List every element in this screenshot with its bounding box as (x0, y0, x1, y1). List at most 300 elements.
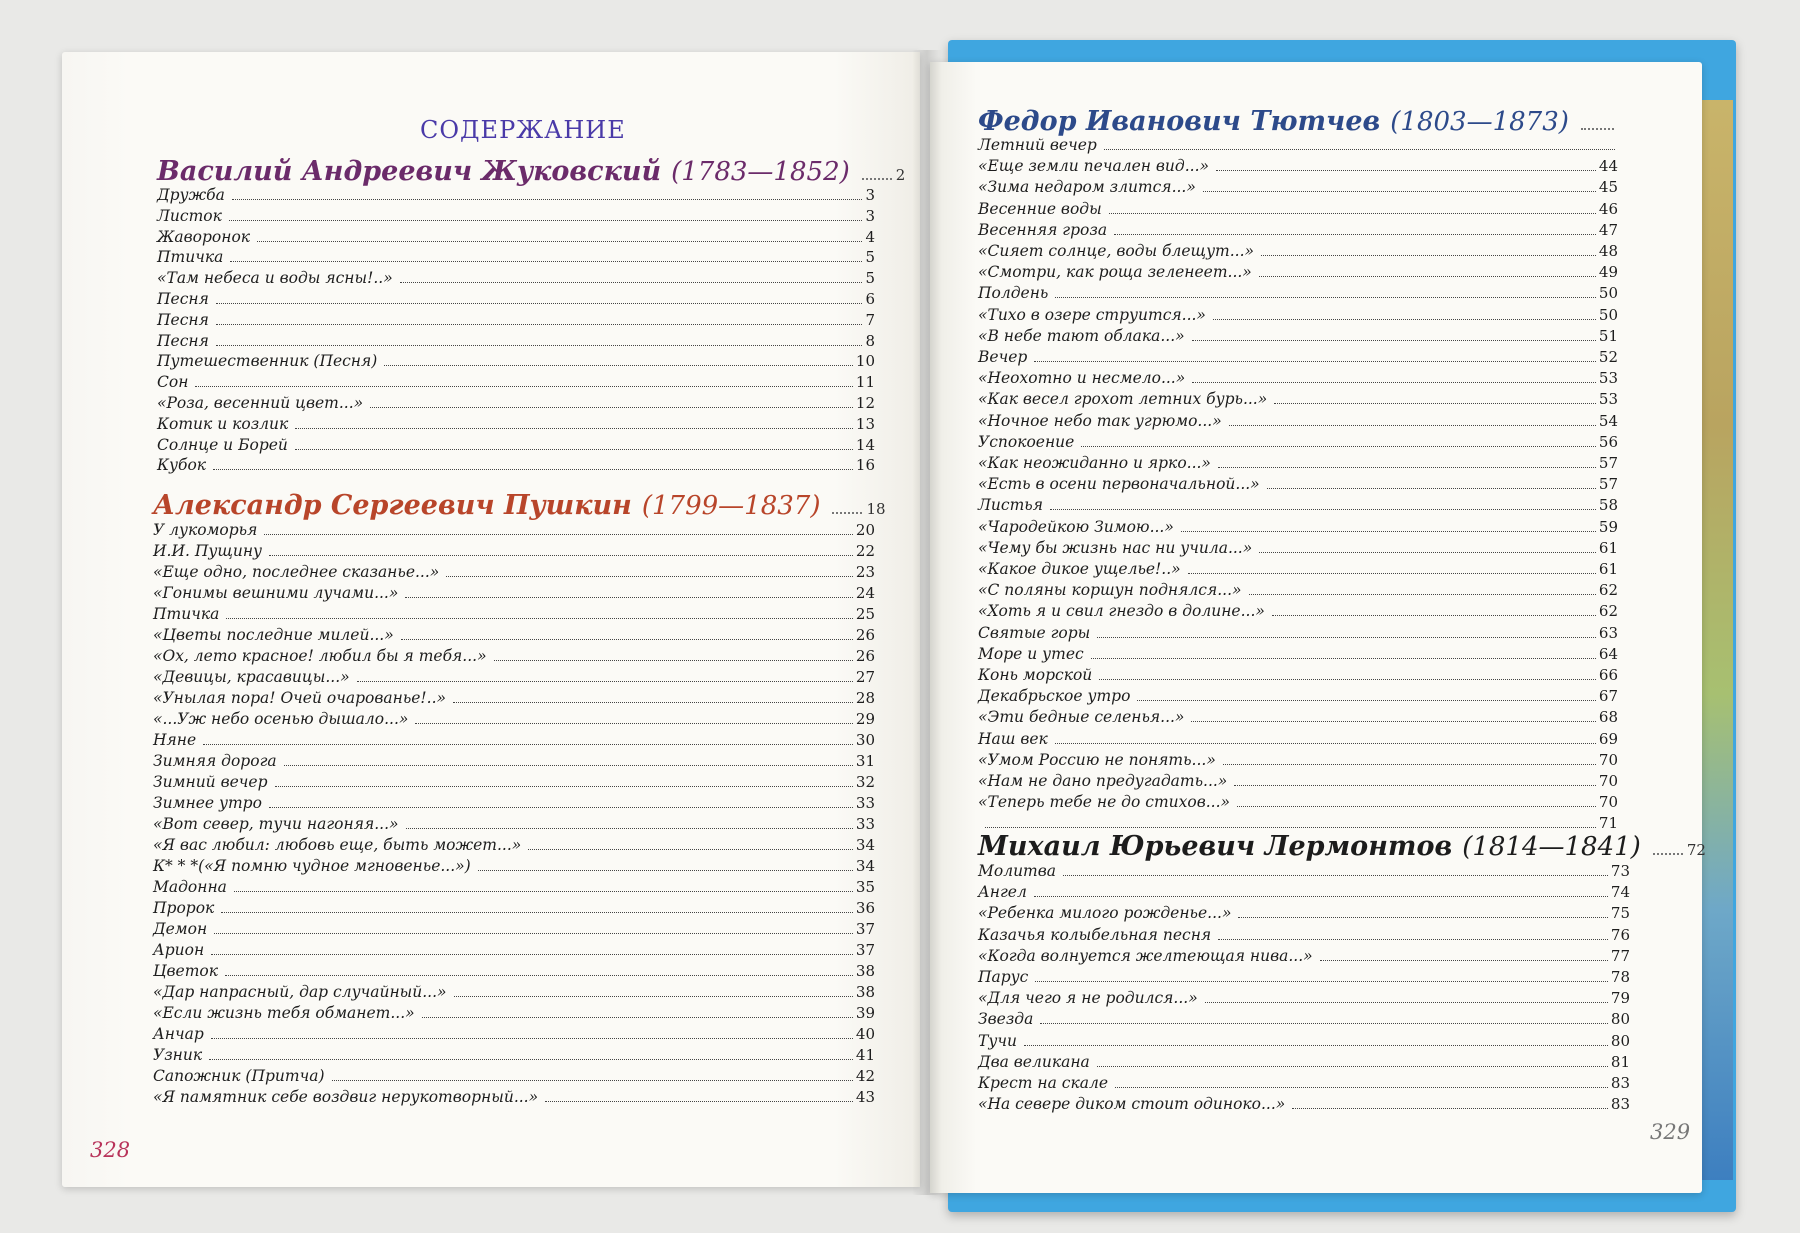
toc-entry[interactable] (978, 1032, 1630, 1053)
dot-leader (1115, 1087, 1608, 1088)
dot-leader (1203, 191, 1596, 192)
toc-entry[interactable] (153, 626, 875, 647)
entry-title: К* * *(«Я помню чудное мгновенье...») (153, 857, 471, 875)
dot-leader (1188, 573, 1596, 574)
entry-title: Парус (978, 968, 1029, 986)
toc-entry[interactable] (153, 1004, 875, 1025)
entry-title: «Дар напрасный, дар случайный...» (153, 983, 447, 1001)
entry-title: «Зима недаром злится...» (978, 178, 1196, 197)
toc-entry[interactable] (978, 306, 1618, 327)
toc-entry[interactable] (157, 228, 875, 249)
entry-title: «Нам не дано предугадать...» (978, 772, 1228, 790)
entry-title: «Хоть я и свил гнездо в долине...» (978, 602, 1265, 621)
entry-page-number: 34 (855, 857, 875, 875)
dot-leader (832, 512, 862, 514)
entry-title: Зимний вечер (153, 773, 268, 791)
entry-page-number: 51 (1598, 326, 1618, 345)
entry-page-number: 26 (855, 647, 875, 665)
entry-title: «Сияет солнце, воды блещут...» (978, 242, 1255, 260)
dot-leader (1050, 509, 1596, 510)
entry-page-number: 41 (855, 1046, 875, 1064)
toc-entry[interactable] (978, 348, 1618, 369)
dot-leader (257, 241, 862, 242)
dot-leader (453, 702, 853, 703)
entry-title: Море и утес (978, 644, 1084, 663)
entry-title: У лукоморья (153, 521, 258, 539)
toc-entry[interactable] (153, 584, 875, 605)
dot-leader (1063, 875, 1608, 876)
entry-page-number: 54 (1598, 411, 1618, 430)
entry-title: Декабрьское утро (978, 687, 1131, 706)
page-number-right: 329 (1650, 1120, 1691, 1144)
dot-leader (862, 178, 892, 180)
entry-title: Путешественник (Песня) (157, 352, 378, 371)
entry-title: «Чародейкою Зимою...» (978, 517, 1174, 536)
toc-entry[interactable] (157, 332, 875, 353)
entry-title: Полдень (978, 284, 1049, 303)
entry-title: «Неохотно и несмело...» (978, 369, 1186, 388)
toc-entry[interactable] (978, 968, 1630, 989)
dot-leader (406, 828, 853, 829)
dot-leader (1104, 149, 1615, 150)
entry-title: Звезда (978, 1010, 1034, 1029)
entry-page-number: 48 (1598, 242, 1618, 260)
entry-page-number: 11 (855, 373, 875, 392)
dot-leader (1091, 658, 1596, 659)
entry-page-number: 75 (1610, 904, 1630, 923)
entry-title: Песня (157, 331, 209, 350)
toc-entry[interactable] (153, 836, 875, 857)
toc-entry[interactable] (978, 221, 1618, 242)
entry-title: «Как неожиданно и ярко...» (978, 454, 1211, 472)
toc-entry[interactable] (978, 602, 1618, 623)
entry-title: «Чему бы жизнь нас ни учила...» (978, 538, 1253, 557)
toc-entry[interactable] (978, 157, 1618, 178)
dot-leader (229, 220, 863, 221)
entry-page-number: 37 (855, 941, 875, 959)
dot-leader (216, 324, 863, 325)
toc-entry[interactable] (978, 708, 1618, 729)
toc-entry[interactable] (978, 390, 1618, 411)
dot-leader (384, 365, 853, 366)
entry-title: Листья (978, 496, 1043, 515)
dot-leader (203, 744, 853, 745)
entry-page-number: 3 (865, 206, 875, 225)
toc-entry[interactable] (978, 263, 1618, 284)
dot-leader (1213, 319, 1596, 320)
entry-page-number: 31 (855, 752, 875, 770)
dot-leader (1238, 917, 1607, 918)
dot-leader (1109, 213, 1596, 214)
entry-page-number: 74 (1610, 883, 1630, 902)
dot-leader (332, 1080, 853, 1081)
entry-title: Котик и козлик (157, 414, 289, 433)
dot-leader (1024, 1045, 1608, 1046)
entry-page-number: 40 (855, 1025, 875, 1043)
author-years: (1814—1841) (1462, 832, 1641, 862)
entry-page-number: 71 (1598, 814, 1618, 833)
dot-leader (1259, 552, 1596, 553)
entry-title: «Там небеса и воды ясны!..» (157, 269, 393, 288)
toc-entry[interactable] (153, 542, 875, 563)
entry-page-number: 57 (1598, 454, 1618, 472)
toc-entry[interactable] (153, 710, 875, 731)
entry-page-number: 43 (855, 1088, 875, 1106)
entry-page-number: 69 (1598, 729, 1618, 748)
dot-leader (1218, 467, 1596, 468)
author-heading[interactable] (978, 106, 1618, 137)
dot-leader (1181, 531, 1596, 532)
entry-page-number: 6 (865, 290, 875, 308)
dot-leader (1229, 425, 1596, 426)
entry-page-number: 53 (1598, 369, 1618, 388)
toc-entry[interactable] (153, 983, 875, 1004)
entry-page-number: 33 (855, 794, 875, 812)
toc-entry[interactable] (978, 1095, 1630, 1116)
dot-leader (216, 303, 863, 304)
dot-leader (209, 1059, 853, 1060)
toc-entry[interactable] (153, 1046, 875, 1067)
toc-entry[interactable] (978, 433, 1618, 454)
entry-title: Тучи (978, 1031, 1017, 1050)
dot-leader (1267, 488, 1596, 489)
entry-title: Анчар (153, 1025, 204, 1043)
entry-page-number: 27 (855, 668, 875, 686)
dot-leader (211, 1038, 853, 1039)
toc-entry[interactable] (978, 327, 1618, 348)
dot-leader (1259, 276, 1596, 277)
toc-entry[interactable] (157, 373, 875, 394)
entry-title: Кубок (157, 456, 207, 475)
entry-page-number: 46 (1598, 199, 1618, 218)
entry-title: «Вот север, тучи нагоняя...» (153, 815, 399, 833)
dot-leader (1249, 594, 1596, 595)
dot-leader (1055, 743, 1596, 744)
entry-title: Вечер (978, 348, 1028, 366)
entry-page-number: 56 (1598, 432, 1618, 451)
entry-page-number: 45 (1598, 178, 1618, 197)
dot-leader (478, 870, 853, 871)
toc-entry[interactable] (153, 689, 875, 710)
dot-leader (295, 428, 853, 429)
entry-page-number: 5 (865, 269, 875, 288)
dot-leader (1192, 382, 1596, 383)
entry-page-number: 37 (855, 920, 875, 938)
entry-page-number: 24 (855, 584, 875, 602)
page-number-left: 328 (90, 1138, 131, 1162)
entry-page-number: 42 (855, 1067, 875, 1085)
toc-entry[interactable] (153, 920, 875, 941)
dot-leader (494, 660, 853, 661)
toc-entry[interactable] (978, 539, 1618, 560)
entry-page-number: 59 (1598, 517, 1618, 536)
dot-leader (401, 639, 853, 640)
toc-entry[interactable] (978, 751, 1618, 772)
entry-title: «Как весел грохот летних бурь...» (978, 390, 1268, 409)
entry-title: Птичка (157, 248, 224, 267)
toc-entry[interactable] (157, 186, 875, 207)
dot-leader (269, 807, 853, 808)
toc-entry[interactable] (978, 412, 1618, 433)
contents-heading: СОДЕРЖАНИЕ (420, 116, 626, 144)
entry-title: Казачья колыбельная песня (978, 925, 1212, 944)
dot-leader (225, 975, 853, 976)
entry-page-number: 33 (855, 815, 875, 833)
toc-entry[interactable] (157, 436, 875, 457)
entry-page-number: 44 (1598, 157, 1618, 176)
toc-entry[interactable] (153, 668, 875, 689)
toc-entry[interactable] (153, 1025, 875, 1046)
entry-title: Крест на скале (978, 1074, 1108, 1092)
entry-page-number: 23 (855, 563, 875, 581)
toc-entry[interactable] (978, 454, 1618, 475)
toc-entry[interactable] (153, 815, 875, 836)
toc-entry[interactable] (978, 947, 1630, 968)
entry-page-number: 58 (1598, 496, 1618, 515)
dot-leader (1272, 615, 1596, 616)
entry-title: Цветок (153, 962, 218, 980)
toc-entry[interactable] (978, 581, 1618, 602)
entry-page-number: 49 (1598, 263, 1618, 282)
toc-entry[interactable] (157, 352, 875, 373)
entry-title: Сапожник (Притча) (153, 1067, 325, 1085)
toc-entry[interactable] (153, 731, 875, 752)
toc-entry[interactable] (978, 200, 1618, 221)
toc-entry[interactable] (978, 926, 1630, 947)
author-name: Александр Сергеевич Пушкин (153, 490, 632, 521)
dot-leader (1216, 170, 1596, 171)
entry-title: «Есть в осени первоначальной...» (978, 475, 1260, 494)
author-heading[interactable] (153, 490, 886, 521)
toc-entry[interactable] (153, 563, 875, 584)
entry-page-number: 77 (1610, 946, 1630, 965)
author-name: Василий Андреевич Жуковский (157, 156, 662, 187)
entry-title: «Унылая пора! Очей очарованье!..» (153, 689, 447, 707)
toc-entry[interactable] (153, 878, 875, 899)
entry-title: Узник (153, 1046, 203, 1064)
entry-page-number: 70 (1598, 793, 1618, 812)
toc-entry[interactable] (978, 730, 1618, 751)
dot-leader (1055, 297, 1596, 298)
toc-entry[interactable] (157, 415, 875, 436)
toc-entry[interactable] (978, 178, 1618, 199)
entry-title: Два великана (978, 1052, 1090, 1071)
entry-page-number: 28 (855, 689, 875, 707)
toc-entry[interactable] (157, 207, 875, 228)
entry-title: «Когда волнуется желтеющая нива...» (978, 946, 1313, 965)
entry-page-number: 47 (1598, 220, 1618, 239)
dot-leader (234, 891, 853, 892)
author-years: (1783—1852) (671, 157, 850, 187)
dot-leader (1137, 700, 1596, 701)
toc-entry[interactable] (157, 269, 875, 290)
toc-entry[interactable] (153, 752, 875, 773)
toc-entry[interactable] (153, 605, 875, 626)
entry-title: «Теперь тебе не до стихов...» (978, 793, 1230, 812)
entry-page-number: 83 (1610, 1095, 1630, 1114)
entry-page-number: 62 (1598, 581, 1618, 600)
entry-title: Песня (157, 290, 209, 308)
toc-entry[interactable] (153, 941, 875, 962)
entry-title: «Смотри, как роща зеленеет...» (978, 263, 1252, 282)
toc-entry[interactable] (153, 899, 875, 920)
dot-leader (232, 199, 863, 200)
toc-entry[interactable] (153, 962, 875, 983)
entry-page-number: 14 (855, 435, 875, 454)
entry-page-number: 35 (855, 878, 875, 896)
toc-entry[interactable] (157, 290, 875, 311)
entry-title: «Еще земли печален вид...» (978, 157, 1209, 176)
entry-title: Арион (153, 941, 205, 959)
entry-page-number: 16 (855, 456, 875, 475)
entry-page-number: 29 (855, 710, 875, 728)
toc-entry[interactable] (157, 311, 875, 332)
entry-page-number: 79 (1610, 989, 1630, 1008)
toc-entry[interactable] (153, 857, 875, 878)
toc-entry[interactable] (978, 518, 1618, 539)
toc-entry[interactable] (978, 904, 1630, 925)
dot-leader (211, 954, 853, 955)
dot-leader (269, 555, 853, 556)
toc-entry[interactable] (978, 136, 1618, 157)
dot-leader (446, 576, 853, 577)
toc-entry[interactable] (978, 369, 1618, 390)
toc-entry[interactable] (157, 394, 875, 415)
entry-page-number: 80 (1610, 1010, 1630, 1029)
entry-title: Ангел (978, 883, 1027, 902)
entry-title: Пророк (153, 899, 215, 917)
toc-entry[interactable] (978, 883, 1630, 904)
entry-page-number: 36 (855, 899, 875, 917)
author-heading[interactable] (157, 156, 906, 187)
entry-title: Песня (157, 310, 209, 329)
entry-page-number: 83 (1610, 1074, 1630, 1092)
entry-title: Листок (157, 206, 222, 225)
entry-title: Солнце и Борей (157, 435, 288, 454)
author-page-number: 72 (1686, 841, 1706, 859)
entry-page-number: 7 (865, 310, 875, 329)
author-heading[interactable] (978, 831, 1706, 862)
dot-leader (1192, 340, 1596, 341)
toc-entry[interactable] (978, 475, 1618, 496)
dot-leader (230, 261, 862, 262)
entry-page-number: 13 (855, 414, 875, 433)
dot-leader (454, 996, 853, 997)
entry-title: Жаворонок (157, 227, 251, 246)
entry-page-number: 10 (855, 352, 875, 371)
toc-entry[interactable] (978, 1053, 1630, 1074)
toc-entry[interactable] (978, 1010, 1630, 1031)
entry-page-number: 81 (1610, 1052, 1630, 1071)
entry-page-number: 63 (1598, 623, 1618, 642)
entry-page-number: 32 (855, 773, 875, 791)
entry-page-number: 8 (865, 331, 875, 350)
dot-leader (528, 849, 853, 850)
entry-title: «Ох, лето красное! любил бы я тебя...» (153, 647, 487, 665)
dot-leader (226, 618, 853, 619)
entry-page-number: 78 (1610, 968, 1630, 986)
entry-page-number: 12 (855, 394, 875, 412)
dot-leader (1581, 128, 1614, 130)
toc-entry[interactable] (978, 687, 1618, 708)
author-name: Михаил Юрьевич Лермонтов (978, 831, 1453, 862)
entry-title: Успокоение (978, 432, 1075, 451)
toc-entry[interactable] (978, 645, 1618, 666)
author-page-number: 2 (895, 166, 906, 184)
entry-page-number: 38 (855, 983, 875, 1001)
dot-leader (1320, 960, 1608, 961)
entry-title: «Роза, весенний цвет...» (157, 394, 364, 412)
toc-entry[interactable] (157, 456, 875, 477)
entry-title: «Я вас любил: любовь еще, быть может...» (153, 836, 522, 854)
entry-title: Наш век (978, 729, 1048, 748)
toc-entry[interactable] (153, 1088, 875, 1109)
dot-leader (216, 345, 863, 346)
entry-title: «Эти бедные селенья...» (978, 708, 1185, 727)
entry-title: Зимнее утро (153, 794, 262, 812)
toc-entry[interactable] (978, 862, 1630, 883)
toc-entry[interactable] (153, 647, 875, 668)
toc-entry[interactable] (978, 560, 1618, 581)
entry-title: «Еще одно, последнее сказанье...» (153, 563, 440, 581)
dot-leader (214, 933, 853, 934)
entry-title: «Умом Россию не понять...» (978, 750, 1216, 769)
entry-page-number: 22 (855, 542, 875, 560)
toc-entry[interactable] (978, 242, 1618, 263)
entry-page-number: 20 (855, 521, 875, 539)
entry-page-number: 64 (1598, 644, 1618, 663)
toc-entry[interactable] (153, 521, 875, 542)
entry-title: Зимняя дорога (153, 752, 277, 770)
entry-title: Дружба (157, 186, 225, 204)
entry-title: «Девицы, красавицы...» (153, 668, 350, 686)
entry-title: «Тихо в озере струится...» (978, 305, 1206, 324)
dot-leader (1040, 1023, 1608, 1024)
entry-title: «Какое дикое ущелье!..» (978, 560, 1181, 578)
toc-entry[interactable] (153, 794, 875, 815)
dot-leader (275, 786, 853, 787)
toc-entry[interactable] (978, 624, 1618, 645)
toc-entry[interactable] (978, 793, 1618, 814)
entry-title: «Ночное небо так угрюмо...» (978, 411, 1222, 430)
entry-title: «Я памятник себе воздвиг нерукотворный...» (153, 1088, 539, 1106)
dot-leader (213, 469, 853, 470)
entry-title: «Если жизнь тебя обманет...» (153, 1004, 415, 1022)
toc-entry[interactable] (978, 284, 1618, 305)
entry-page-number: 68 (1598, 708, 1618, 727)
dot-leader (1035, 981, 1608, 982)
toc-entry[interactable] (978, 772, 1618, 793)
dot-leader (264, 534, 853, 535)
dot-leader (1223, 764, 1596, 765)
toc-entry[interactable] (153, 1067, 875, 1088)
dot-leader (422, 1017, 853, 1018)
entry-page-number: 3 (865, 186, 875, 204)
toc-entry[interactable] (978, 1074, 1630, 1095)
entry-title: «На севере диком стоит одиноко...» (978, 1095, 1286, 1114)
toc-entry[interactable] (978, 989, 1630, 1010)
entry-title: Молитва (978, 862, 1057, 880)
toc-entry[interactable] (157, 248, 875, 269)
toc-entry[interactable] (978, 666, 1618, 687)
toc-entry[interactable] (153, 773, 875, 794)
entry-page-number: 57 (1598, 475, 1618, 494)
dot-leader (400, 282, 863, 283)
entry-title: Конь морской (978, 666, 1093, 684)
toc-entry[interactable] (978, 496, 1618, 517)
entry-page-number: 50 (1598, 284, 1618, 303)
entry-page-number: 62 (1598, 602, 1618, 621)
